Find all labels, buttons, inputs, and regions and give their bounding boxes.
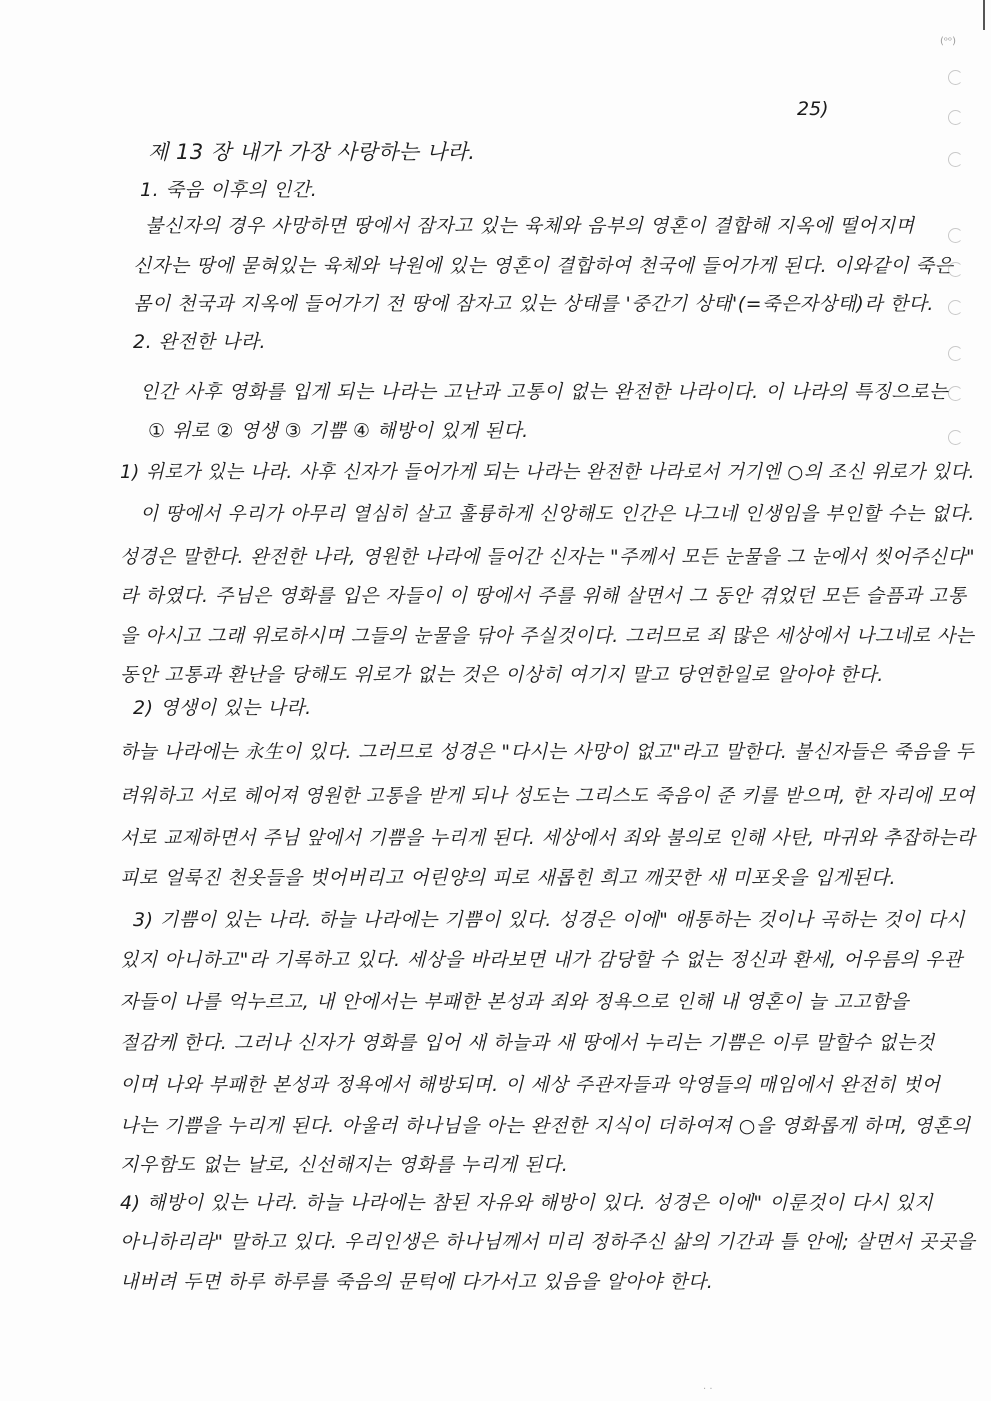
text-line: 이 땅에서 우리가 아무리 열심히 살고 훌륭하게 신앙해도 인간은 나그네 인생임을 부인할 수는 없다. — [140, 503, 975, 525]
binder-hole — [948, 70, 963, 85]
text-line: 불신자의 경우 사망하면 땅에서 잠자고 있는 육체와 음부의 영혼이 결합해 지옥에 떨어지며 — [145, 215, 915, 237]
binder-hole — [948, 346, 963, 361]
text-line: 자들이 나를 억누르고, 내 안에서는 부패한 본성과 죄와 정욕으로 인해 내 영혼이 늘 고고함을 — [120, 991, 910, 1013]
section-heading: 2. 완전한 나라. — [133, 331, 267, 353]
text-line: 라 하였다. 주님은 영화를 입은 자들이 이 땅에서 주를 위해 살면서 그 동안 겪었던 모든 슬픔과 고통 — [120, 585, 967, 607]
text-line: 서로 교제하면서 주님 앞에서 기쁨을 누리게 된다. 세상에서 죄와 불의로 인해 사탄, 마귀와 추잡하는라 — [120, 827, 976, 849]
binder-hole — [948, 228, 963, 243]
text-line: 내버려 두면 하루 하루를 죽음의 문턱에 다가서고 있음을 알아야 한다. — [120, 1271, 714, 1293]
section-heading: 1. 죽음 이후의 인간. — [140, 179, 318, 201]
text-line: 피로 얼룩진 천옷들을 벗어버리고 어린양의 피로 새롭힌 희고 깨끗한 새 미포옷을 입게된다. — [120, 867, 897, 889]
subsection-heading: 2) 영생이 있는 나라. — [133, 697, 312, 719]
binder-hole — [948, 300, 963, 315]
text-line: 하늘 나라에는 永生이 있다. 그러므로 성경은 "다시는 사망이 없고"라고 말한다. 불신자들은 죽음을 두 — [120, 741, 975, 763]
subsection-heading: 1) 위로가 있는 나라. 사후 신자가 들어가게 되는 나라는 완전한 나라로서 거기엔 ○의 조신 위로가 있다. — [120, 461, 975, 483]
text-line: 나는 기쁨을 누리게 된다. 아울러 하나님을 아는 완전한 지식이 더하여져 ○을 영화롭게 하며, 영혼의 — [120, 1115, 971, 1137]
page-edge-mark — [983, 0, 985, 30]
text-line: 아니하리라" 말하고 있다. 우리인생은 하나님께서 미리 정하주신 삶의 기간과 틀 안에; 살면서 곳곳을 — [120, 1231, 976, 1253]
subsection-heading: 3) 기쁨이 있는 나라. 하늘 나라에는 기쁨이 있다. 성경은 이에" 애통하는 것이나 곡하는 것이 다시 — [133, 909, 965, 931]
chapter-title: 제 13 장 내가 가장 사랑하는 나라. — [148, 140, 476, 164]
binder-hole — [948, 430, 963, 445]
text-line: 을 아시고 그래 위로하시며 그들의 눈물을 닦아 주실것이다. 그러므로 죄 많은 세상에서 나그네로 사는 — [120, 625, 975, 647]
subsection-heading: 4) 해방이 있는 나라. 하늘 나라에는 참된 자유와 해방이 있다. 성경은 이에" 이룬것이 다시 있지 — [120, 1192, 934, 1214]
text-line: 이며 나와 부패한 본성과 정욕에서 해방되며. 이 세상 주관자들과 악영들의 매임에서 완전히 벗어 — [120, 1074, 941, 1096]
binder-hole — [948, 110, 963, 125]
text-line: 절감케 한다. 그러나 신자가 영화를 입어 새 하늘과 새 땅에서 누리는 기쁨은 이루 말할수 없는것 — [120, 1032, 935, 1054]
text-line: 동안 고통과 환난을 당해도 위로가 없는 것은 이상히 여기지 말고 당연한일로 알아야 한다. — [120, 664, 884, 686]
text-line: 몸이 천국과 지옥에 들어가기 전 땅에 잠자고 있는 상태를 '중간기 상태'(=죽은자상태)라 한다. — [133, 293, 934, 315]
page-number: 25) — [797, 98, 829, 120]
text-line: ① 위로 ② 영생 ③ 기쁨 ④ 해방이 있게 된다. — [148, 420, 529, 442]
text-line: 지우함도 없는 날로, 신선해지는 영화를 누리게 된다. — [120, 1154, 569, 1176]
text-line: 성경은 말한다. 완전한 나라, 영원한 나라에 들어간 신자는 "주께서 모든 눈물을 그 눈에서 씻어주신다" — [120, 546, 976, 568]
text-line: 신자는 땅에 묻혀있는 육체와 낙원에 있는 영혼이 결합하여 천국에 들어가게 된다. 이와같이 죽은 — [133, 255, 954, 277]
bottom-mark: · · — [703, 1384, 713, 1395]
corner-mark: (ᵒᵒ) — [940, 36, 957, 47]
binder-hole — [948, 152, 963, 167]
text-line: 있지 아니하고"라 기록하고 있다. 세상을 바라보면 내가 감당할 수 없는 정신과 환세, 어우름의 우관 — [120, 949, 963, 971]
binder-hole — [948, 386, 963, 401]
text-line: 인간 사후 영화를 입게 되는 나라는 고난과 고통이 없는 완전한 나라이다. 이 나라의 특징으로는 — [140, 381, 949, 403]
text-line: 려워하고 서로 헤어져 영원한 고통을 받게 되나 성도는 그리스도 죽음이 준 키를 받으며, 한 자리에 모여 — [120, 785, 975, 807]
